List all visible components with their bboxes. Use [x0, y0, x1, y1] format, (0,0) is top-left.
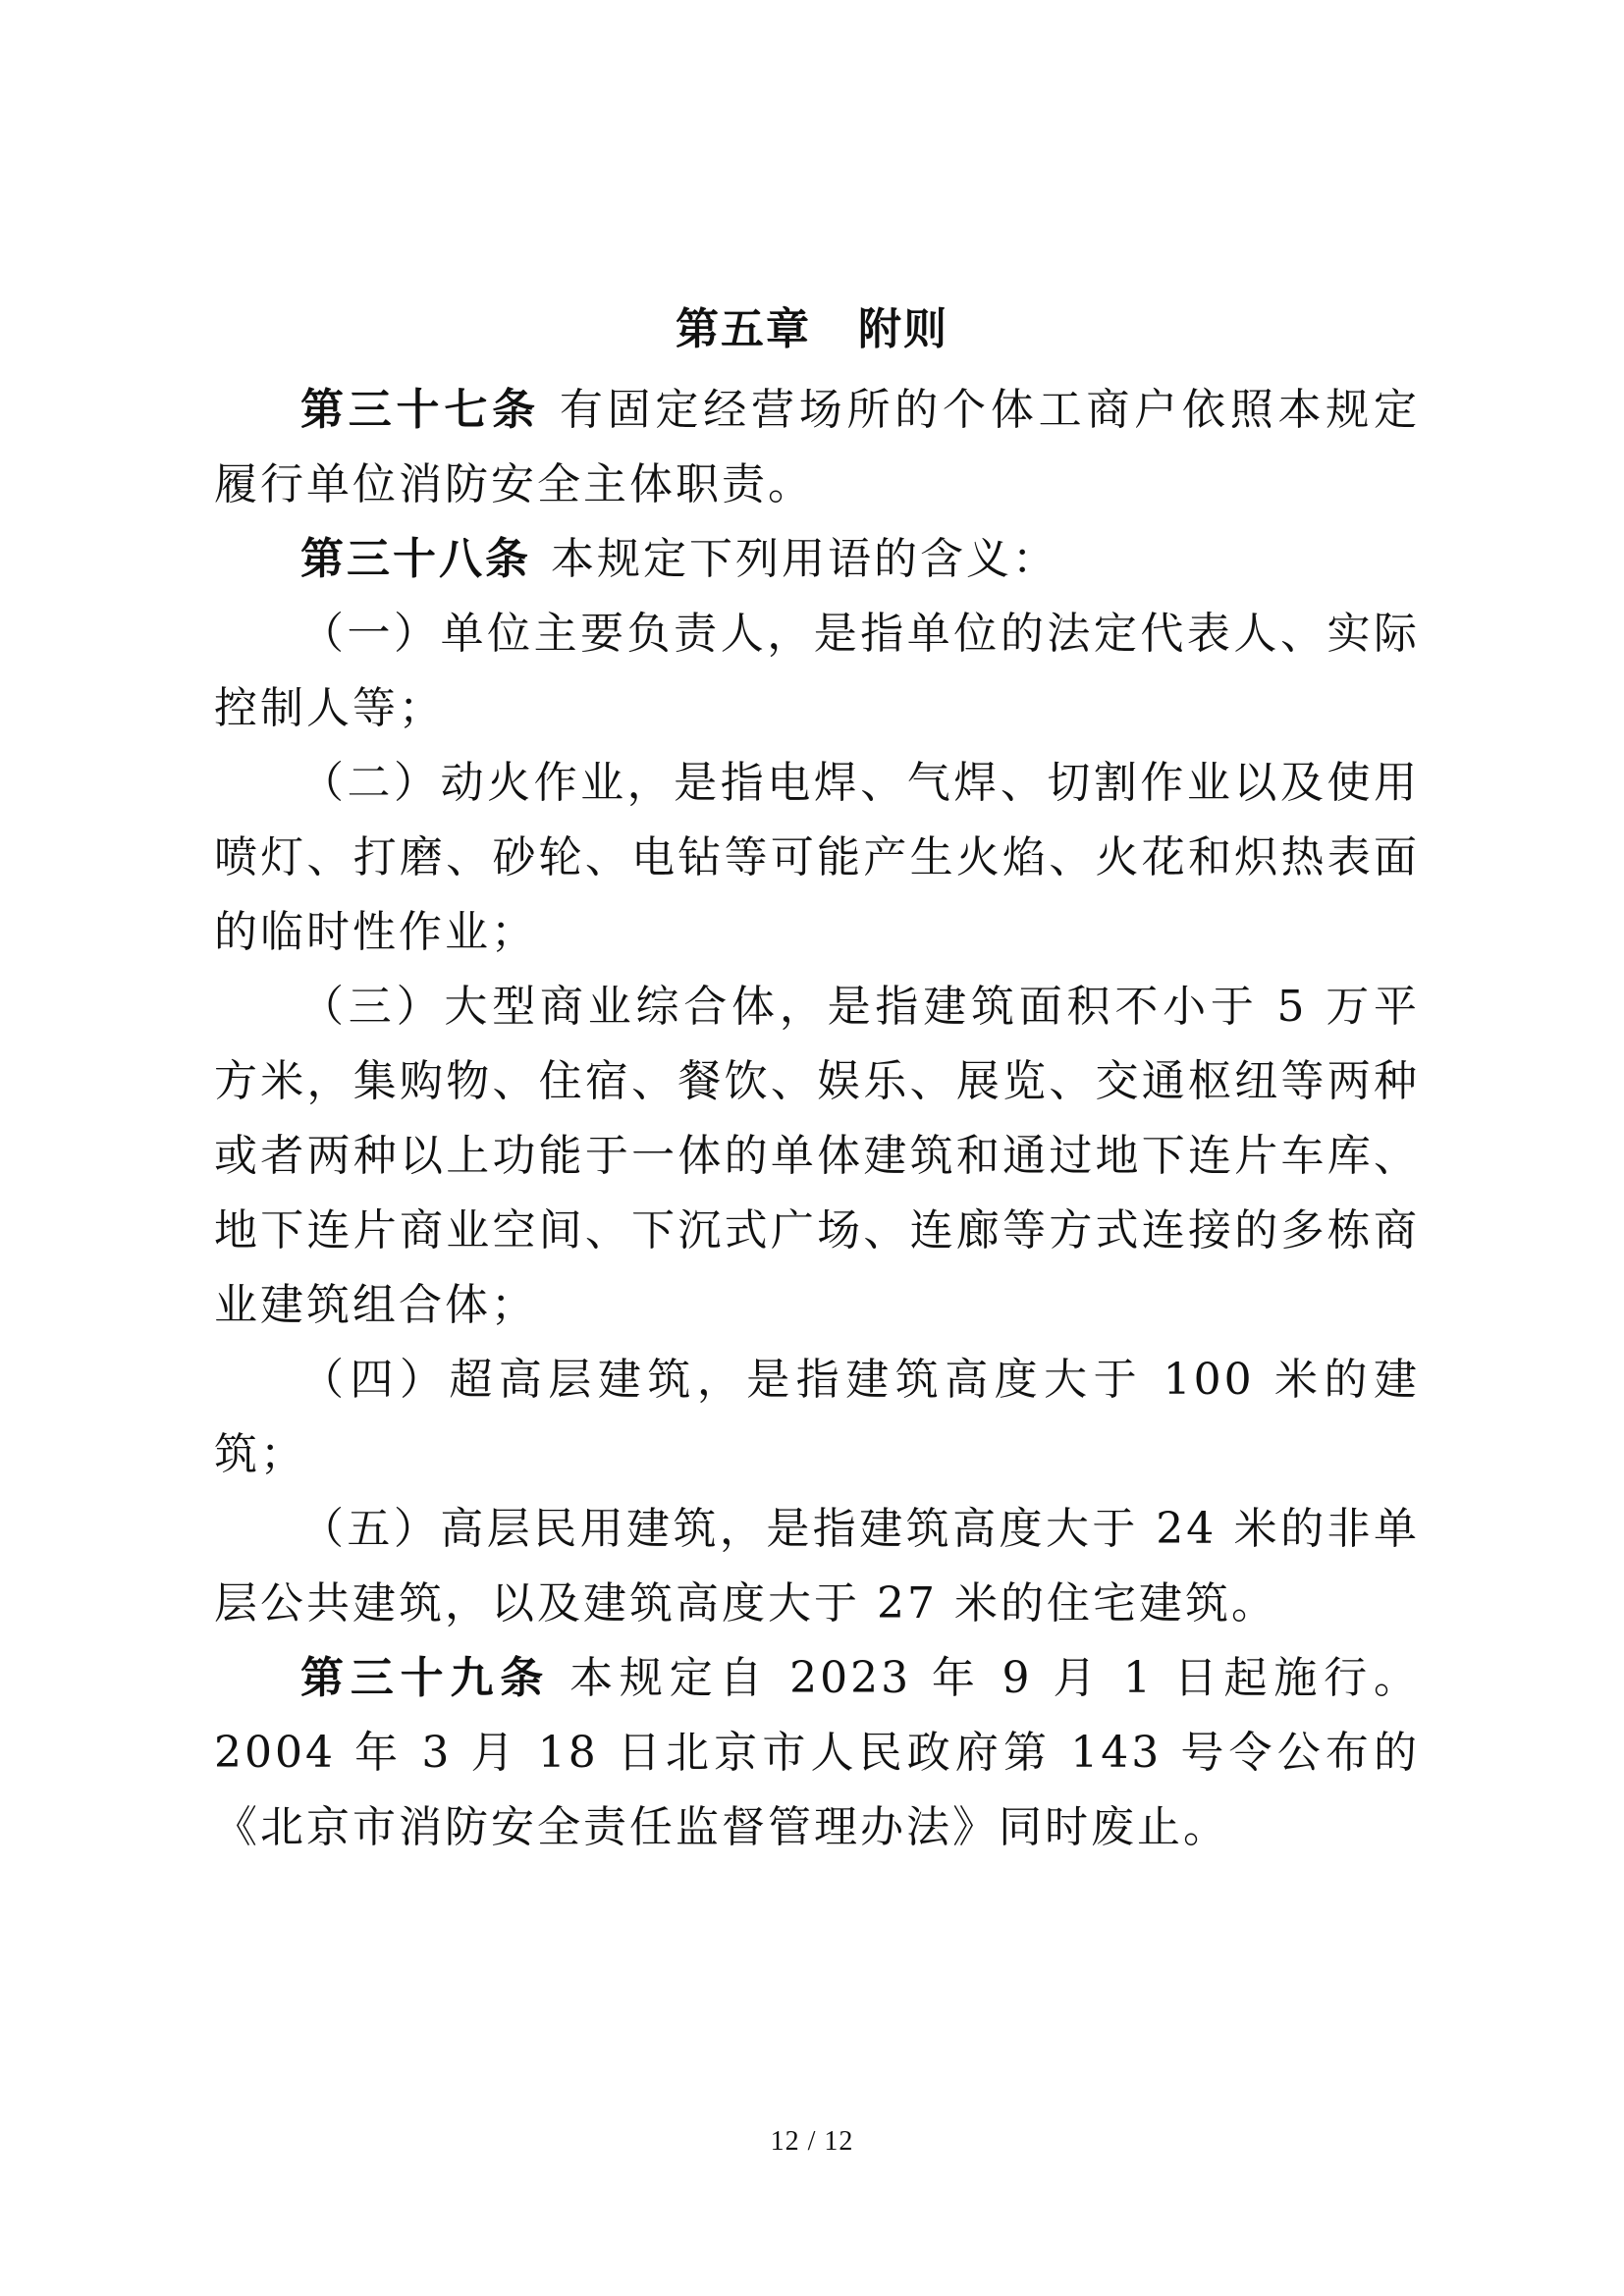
- article-37-text: 有固定经营场所的个体工商户依照本规定履行单位消防安全主体职责。: [214, 385, 1421, 509]
- article-38-item-3: （三）大型商业综合体，是指建筑面积不小于 5 万平方米，集购物、住宿、餐饮、娱乐、展览、交通枢纽等两种或者两种以上功能于一体的单体建筑和通过地下连片车库、地下连片商业空间、下沉式广场、连廊等方式连接的多栋商业建筑组合体；: [214, 982, 1420, 1330]
- article-38-item-2: （二）动火作业，是指电焊、气焊、切割作业以及使用喷灯、打磨、砂轮、电钻等可能产生火焰、火花和炽热表面的临时性作业；: [214, 758, 1420, 957]
- article-38-item-5: （五）高层民用建筑，是指建筑高度大于 24 米的非单层公共建筑，以及建筑高度大于 27 米的住宅建筑。: [214, 1504, 1420, 1629]
- article-39: [214, 1641, 1420, 1865]
- body-text: [214, 373, 1420, 1865]
- article-39-heading: 第三十九条: [300, 1653, 551, 1703]
- chapter-title: [0, 294, 1624, 365]
- article-38-item-4: （四）超高层建筑，是指建筑高度大于 100 米的建筑；: [214, 1355, 1420, 1479]
- page-number: 12 / 12: [770, 2126, 854, 2157]
- article-38-heading: 第三十八条: [300, 534, 531, 584]
- article-37: [214, 373, 1420, 522]
- article-38: [214, 522, 1420, 597]
- article-39-text: 本规定自 2023 年 9 月 1 日起施行。2004 年 3 月 18 日北京市人民政府第 143 号令公布的《北京市消防安全责任监督管理办法》同时废止。: [214, 1653, 1420, 1852]
- article-38-item-1: （一）单位主要负责人，是指单位的法定代表人、实际控制人等；: [214, 609, 1420, 733]
- chapter-name: 附则: [858, 304, 948, 354]
- chapter-number: 第五章: [676, 304, 811, 354]
- article-37-heading: 第三十七条: [300, 385, 540, 435]
- article-38-text: 本规定下列用语的含义：: [551, 534, 1058, 584]
